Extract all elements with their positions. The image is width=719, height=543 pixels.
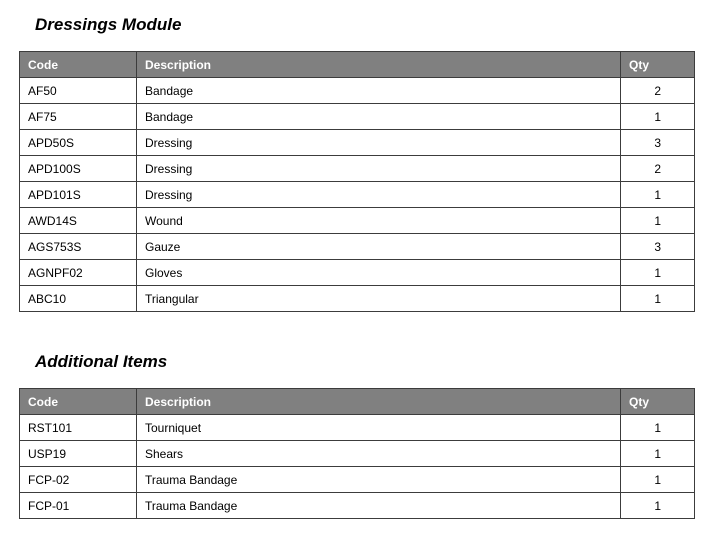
- cell-qty: 1: [621, 208, 695, 234]
- column-header-description: Description: [137, 389, 621, 415]
- cell-qty: 1: [621, 286, 695, 312]
- table-row: [20, 286, 695, 312]
- table-header-row: [20, 389, 695, 415]
- cell-description: Dressing: [137, 182, 621, 208]
- cell-code: AWD14S: [20, 208, 137, 234]
- cell-description: Shears: [137, 441, 621, 467]
- table-row: [20, 78, 695, 104]
- cell-code: AF75: [20, 104, 137, 130]
- cell-code: APD50S: [20, 130, 137, 156]
- cell-code: AGNPF02: [20, 260, 137, 286]
- cell-qty: 1: [621, 182, 695, 208]
- cell-qty: 1: [621, 260, 695, 286]
- cell-code: APD100S: [20, 156, 137, 182]
- table-row: [20, 415, 695, 441]
- cell-description: Trauma Bandage: [137, 493, 621, 519]
- table-row: [20, 182, 695, 208]
- column-header-qty: Qty: [621, 52, 695, 78]
- cell-code: RST101: [20, 415, 137, 441]
- cell-code: AGS753S: [20, 234, 137, 260]
- column-header-code: Code: [20, 52, 137, 78]
- cell-code: ABC10: [20, 286, 137, 312]
- column-header-code: Code: [20, 389, 137, 415]
- cell-qty: 1: [621, 441, 695, 467]
- cell-code: APD101S: [20, 182, 137, 208]
- cell-qty: 1: [621, 104, 695, 130]
- cell-qty: 1: [621, 493, 695, 519]
- table-row: [20, 260, 695, 286]
- cell-code: AF50: [20, 78, 137, 104]
- column-header-description: Description: [137, 52, 621, 78]
- cell-description: Wound: [137, 208, 621, 234]
- cell-code: FCP-01: [20, 493, 137, 519]
- column-header-qty: Qty: [621, 389, 695, 415]
- cell-qty: 1: [621, 467, 695, 493]
- table-row: [20, 156, 695, 182]
- cell-description: Trauma Bandage: [137, 467, 621, 493]
- cell-description: Dressing: [137, 130, 621, 156]
- cell-qty: 2: [621, 156, 695, 182]
- dressings-module-table: [19, 51, 695, 312]
- cell-qty: 3: [621, 234, 695, 260]
- cell-description: Bandage: [137, 78, 621, 104]
- cell-qty: 1: [621, 415, 695, 441]
- table-row: [20, 104, 695, 130]
- cell-description: Gauze: [137, 234, 621, 260]
- cell-code: FCP-02: [20, 467, 137, 493]
- table-row: [20, 208, 695, 234]
- cell-qty: 2: [621, 78, 695, 104]
- cell-qty: 3: [621, 130, 695, 156]
- table-row: [20, 441, 695, 467]
- cell-description: Gloves: [137, 260, 621, 286]
- table-row: [20, 493, 695, 519]
- cell-description: Bandage: [137, 104, 621, 130]
- cell-code: USP19: [20, 441, 137, 467]
- table-row: [20, 130, 695, 156]
- additional-items-table: [19, 388, 695, 519]
- cell-description: Dressing: [137, 156, 621, 182]
- section-title-additional-items: Additional Items: [35, 352, 168, 371]
- table-header-row: [20, 52, 695, 78]
- cell-description: Triangular: [137, 286, 621, 312]
- table-row: [20, 467, 695, 493]
- table-row: [20, 234, 695, 260]
- cell-description: Tourniquet: [137, 415, 621, 441]
- section-title-dressings-module: Dressings Module: [35, 15, 182, 34]
